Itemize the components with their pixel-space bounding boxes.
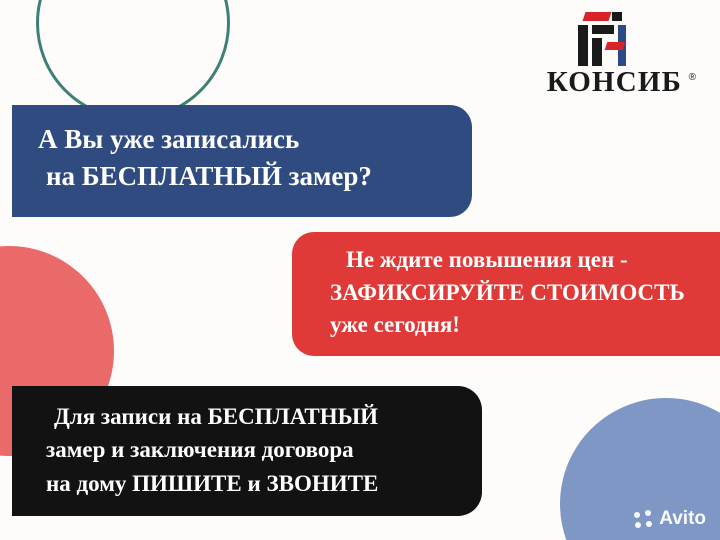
price-line-1: Не ждите повышения цен - [346,247,628,272]
headline-block [12,105,472,217]
contact-line-1: Для записи на БЕСПЛАТНЫЙ [54,404,379,429]
headline-line-2: на БЕСПЛАТНЫЙ замер? [46,161,372,192]
avito-watermark [634,508,706,530]
teal-outline-circle [36,0,230,120]
brand-logo [508,12,698,98]
contact-line-3: на дому ПИШИТЕ и ЗВОНИТЕ [46,470,379,496]
price-block [292,232,720,356]
logo-mark-icon [572,12,646,66]
contact-block [12,386,482,516]
logo-text: КОНСИБ [546,66,682,98]
headline-line-1: А Вы уже записались [38,124,300,154]
avito-watermark-label: Avito [659,508,706,529]
contact-line-2: замер и заключения договора [46,437,354,463]
price-line-2: ЗАФИКСИРУЙТЕ СТОИМОСТЬ [330,279,685,305]
price-line-3: уже сегодня! [330,312,460,338]
avito-dots-icon [634,510,653,529]
registered-mark: ® [688,72,696,83]
